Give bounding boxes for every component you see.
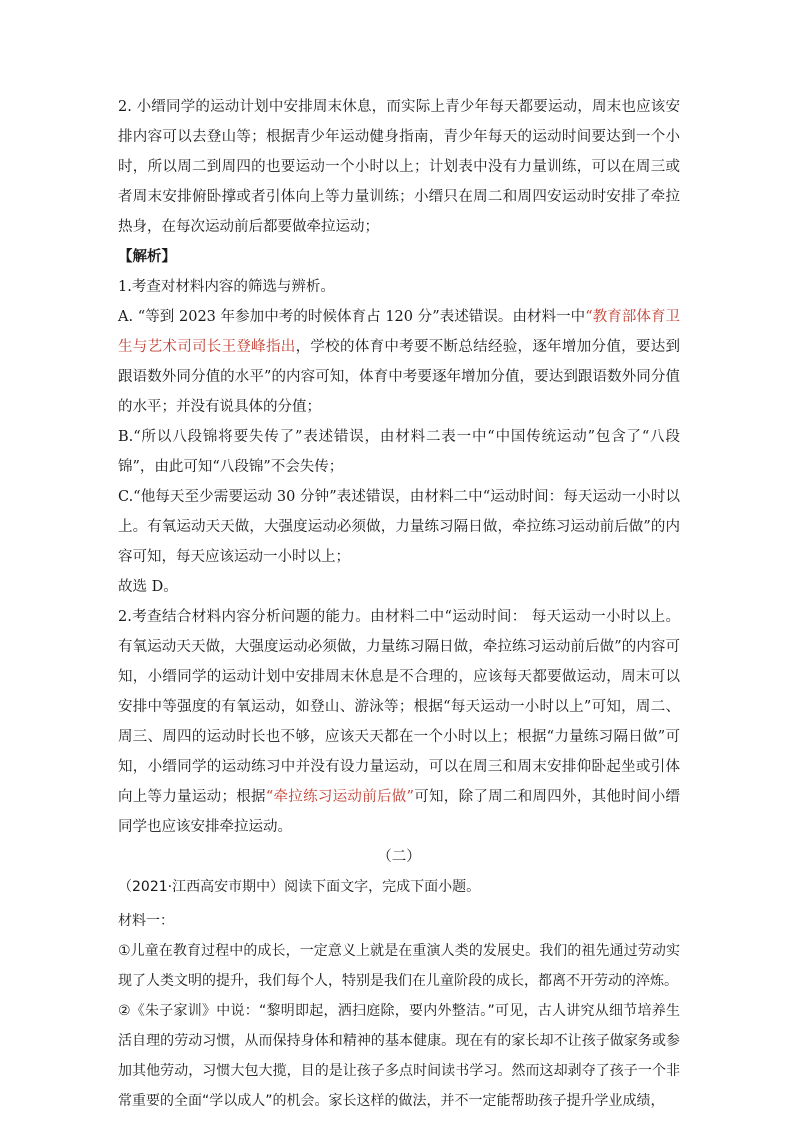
analysis-2-highlight: “牵拉练习运动前后做” bbox=[265, 789, 414, 805]
option-a-highlight: “教育部体育卫生与艺术司司长王登峰指出 bbox=[118, 309, 680, 355]
analysis-label: 【解析】 bbox=[118, 248, 176, 265]
option-a-pre: A. “等到 2023 年参加中考的时候体育占 120 分”表述错误。由材料一中 bbox=[118, 309, 586, 325]
option-b: B.“所以八段锦将要失传了”表述错误，由材料二表一中“中国传统运动”包含了“八段锦”，由此可知“八段锦”不会失传； bbox=[118, 429, 680, 475]
material-label: 材料一： bbox=[118, 913, 174, 929]
option-a bbox=[118, 302, 680, 422]
choice-line: 故选 D。 bbox=[118, 579, 178, 595]
option-c: C.“他每天至少需要运动 30 分钟”表述错误，由材料二中“运动时间：每天运动一小时以上。有氧运动天天做，大强度运动必须做，力量练习隔日做，牵拉练习运动前后做”的内容可知，每天应该运动一小时以上； bbox=[118, 489, 680, 565]
source-line: （2021·江西高安市期中）阅读下面文字，完成下面小题。 bbox=[118, 879, 481, 895]
material-para-2: ②《朱子家训》中说：“黎明即起，洒扫庭除，要内外整洁。”可见，古人讲究从细节培养生活自理的劳动习惯，从而保持身体和精神的基本健康。现在有的家长却不让孩子做家务或参加其他劳动，习惯大包大揽，目的是让孩子多点时间读书学习。然而这却剥夺了孩子一个非常重要的全面“学以成人”的机会。家长这样的做法，并不一定能帮助孩子提升学业成绩， bbox=[118, 1003, 680, 1109]
section-heading: （二） bbox=[377, 849, 421, 865]
option-a-post: ，学校的体育中考要不断总结经验，逐年增加分值，要达到跟语数外同分值的水平”的内容可知，体育中考要逐年增加分值，要达到跟语数外同分值的水平；并没有说具体的分值； bbox=[118, 339, 681, 415]
answer-2: 2. 小缙同学的运动计划中安排周末休息，而实际上青少年每天都要运动，周末也应该安排内容可以去登山等；根据青少年运动健身指南，青少年每天的运动时间要达到一个小时，所以周二到周四的也要运动一个小时以上；计划表中没有力量训练，可以在周三或者周末安排俯卧撑或者引体向上等力量训练；小缙只在周二和周四安运动时安排了牵拉热身，在每次运动前后都要做牵拉运动； bbox=[118, 99, 680, 235]
analysis-2-post: 可知，除了周二和周四外，其他时间小缙同学也应该安排牵拉运动。 bbox=[118, 789, 681, 835]
analysis-point-2 bbox=[118, 602, 680, 842]
document-page bbox=[118, 92, 680, 1116]
analysis-point-1: 1.考查对材料内容的筛选与辨析。 bbox=[118, 279, 335, 295]
material-para-1: ①儿童在教育过程中的成长，一定意义上就是在重演人类的发展史。我们的祖先通过劳动实现了人类文明的提升，我们每个人，特别是我们在儿童阶段的成长，都离不开劳动的淬炼。 bbox=[118, 943, 680, 989]
analysis-2-pre: 2.考查结合材料内容分析问题的能力。由材料二中“运动时间： 每天运动一小时以上。有氧运动天天做，大强度运动必须做，力量练习隔日做，牵拉练习运动前后做”的内容可知，小缙同学的运动计划中安排周末休息是不合理的，应该每天都要做运动，周末可以安排中等强度的有氧运动，如登山、游泳等；根据“每天运动一小时以上”可知，周二、周三、周四的运动时长也不够，应该天天都在一个小时以上；根据“力量练习隔日做”可知，小缙同学的运动练习中并没有设力量运动，可以在周三和周末安排仰卧起坐或引体向上等力量运动；根据 bbox=[118, 609, 680, 805]
